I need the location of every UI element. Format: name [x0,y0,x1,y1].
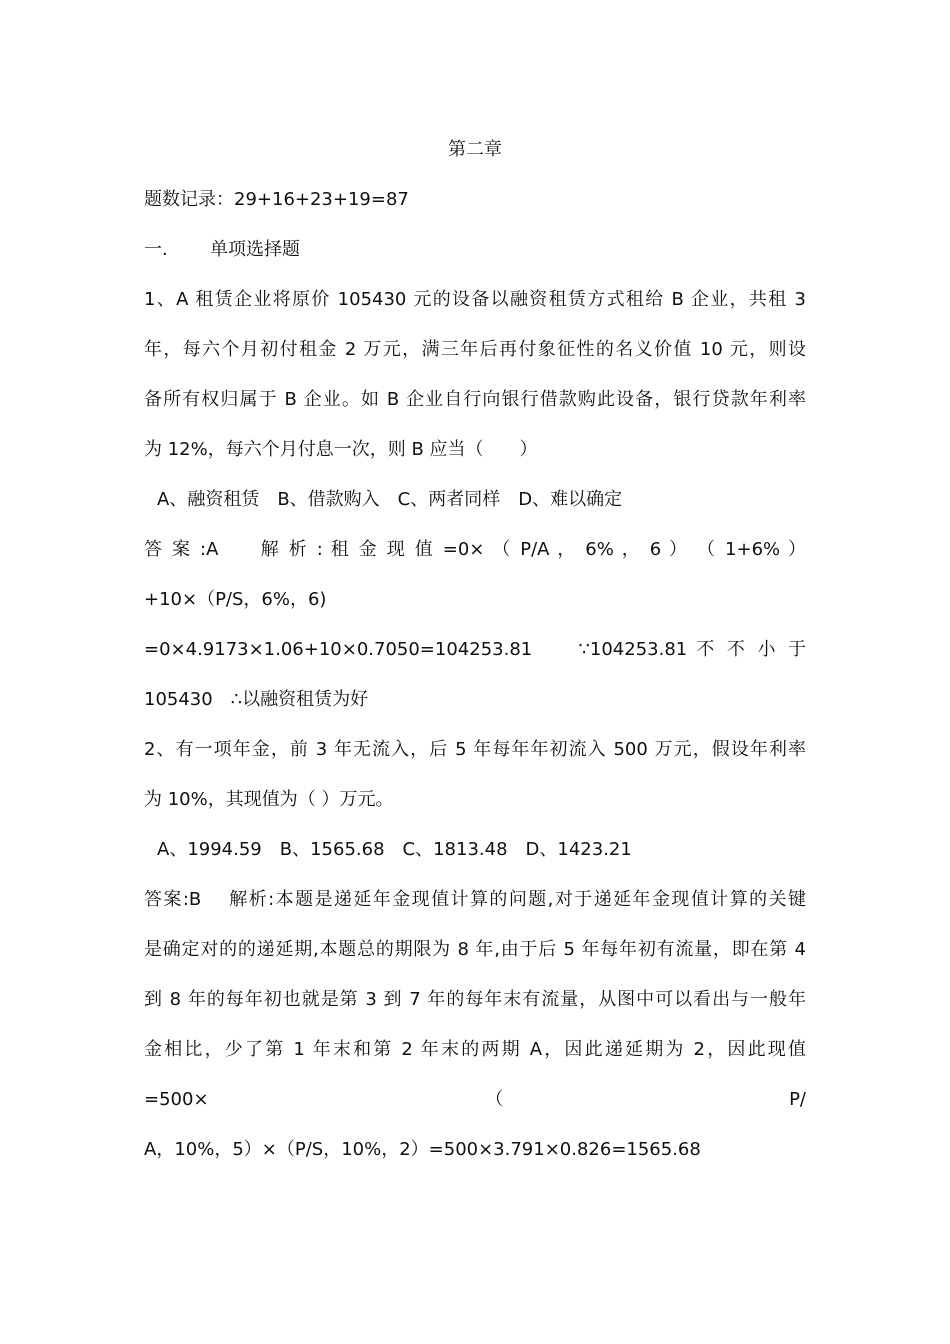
chapter-title: 第二章 [448,139,502,160]
question-1-answer-line-4: 105430 ∴以融资租赁为好 [144,689,369,710]
question-1-answer-line-2: +10×（P/S，6%，6) [144,589,327,610]
question-count-record: 题数记录：29+16+23+19=87 [144,189,409,210]
question-2-line-2: 为 10%，其现值为（ ）万元。 [144,789,394,810]
question-2-line-1: 2、有一项年金，前 3 年无流入，后 5 年每年年初流入 500 万元，假设年利率 [144,739,806,760]
question-1-line-3: 备所有权归属于 B 企业。如 B 企业自行向银行借款购此设备，银行贷款年利率 [144,389,806,410]
question-1-line-1: 1、A 租赁企业将原价 105430 元的设备以融资租赁方式租给 B 企业，共租 3 [144,289,806,310]
question-1-answer-line-1: 答 案 :A 解 析 : 租 金 现 值 =0× （ P/A ， 6% ， 6 ） （ 1+6% ） [144,539,806,560]
question-1-options: A、融资租赁 B、借款购入 C、两者同样 D、难以确定 [157,489,623,510]
question-2-answer-line-2: 是确定对的的递延期,本题总的期限为 8 年,由于后 5 年每年初有流量，即在第 4 [144,939,806,960]
section-number: 一. [144,239,168,260]
question-1-answer-line-3: =0×4.9173×1.06+10×0.7050=104253.81 ∵104253.81 不 不 小 于 [144,639,806,660]
section-title: 单项选择题 [210,239,300,260]
question-1-line-2: 年，每六个月初付租金 2 万元，满三年后再付象征性的名义价值 10 元，则设 [144,339,806,360]
question-2-answer-line-4: 金相比，少了第 1 年末和第 2 年末的两期 A，因此递延期为 2，因此现值 [144,1039,806,1060]
section-heading [144,225,806,275]
question-2-options: A、1994.59 B、1565.68 C、1813.48 D、1423.21 [157,839,632,860]
question-2-answer-line-3: 到 8 年的每年初也就是第 3 到 7 年的每年末有流量，从图中可以看出与一般年 [144,989,806,1010]
document-page [144,125,806,1175]
question-1-line-4: 为 12%，每六个月付息一次，则 B 应当（ ） [144,439,538,460]
question-2-answer-line-1: 答案:B 解析:本题是递延年金现值计算的问题,对于递延年金现值计算的关键 [144,889,806,910]
question-2-answer-line-6: A，10%，5）×（P/S，10%，2）=500×3.791×0.826=1565.68 [144,1139,701,1160]
question-2-answer-line-5: =500× （ P/ [144,1089,806,1110]
